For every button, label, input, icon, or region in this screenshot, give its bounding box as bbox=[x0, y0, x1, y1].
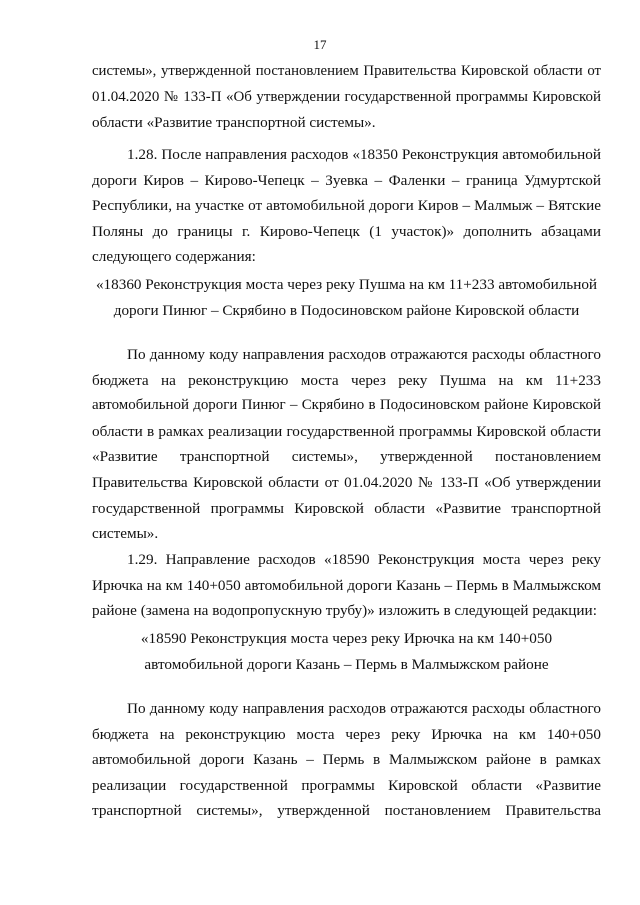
text-line: автомобильной дороги Казань – Пермь в Малмыжском районе bbox=[144, 655, 549, 673]
text-line: Поляны до границы г. Кирово-Чепецк (1 участок)» дополнить абзацами bbox=[92, 222, 601, 240]
text-line: области в рамках реализации государственной программы Кировской области bbox=[92, 422, 601, 440]
paragraph-description-18360 bbox=[92, 342, 601, 547]
text-line: бюджета на реконструкцию моста через реку Ирючка на км 140+050 bbox=[92, 725, 601, 743]
text-line: 1.29. Направление расходов «18590 Реконструкция моста через реку bbox=[127, 551, 601, 568]
text-line: государственной программы Кировской области «Развитие транспортной bbox=[92, 499, 601, 517]
paragraph-item-1-28 bbox=[92, 142, 601, 270]
paragraph-item-1-29 bbox=[92, 547, 601, 624]
text-line: бюджета на реконструкцию моста через реку Пушма на км 11+233 bbox=[92, 371, 601, 389]
text-line: 01.04.2020 № 133-П «Об утверждении государственной программы Кировской bbox=[92, 88, 601, 105]
text-line: автомобильной дороги Казань – Пермь в Малмыжском районе в рамках bbox=[92, 751, 601, 769]
text-line: системы». bbox=[92, 525, 159, 543]
text-line: 1.28. После направления расходов «18350 Реконструкция автомобильной bbox=[127, 146, 601, 163]
paragraph-continuation bbox=[92, 59, 601, 136]
text-line: Ирючка на км 140+050 автомобильной дороги Казань – Пермь в Малмыжском bbox=[92, 576, 601, 594]
text-line: области «Развитие транспортной системы». bbox=[92, 114, 376, 132]
text-line: «18590 Реконструкция моста через реку Ирючка на км 140+050 bbox=[140, 630, 553, 647]
text-line: транспортной системы», утвержденной постановлением Правительства bbox=[92, 802, 601, 820]
text-line: системы», утвержденной постановлением Правительства Кировской области от bbox=[92, 63, 601, 79]
text-line: дороги Киров – Кирово-Чепецк – Зуевка – Фаленки – граница Удмуртской bbox=[92, 171, 601, 189]
text-line: «18360 Реконструкция моста через реку Пушма на км 11+233 автомобильной bbox=[95, 276, 598, 293]
heading-code-18360 bbox=[92, 272, 601, 323]
text-line: реализации государственной программы Кировской области «Развитие bbox=[92, 776, 601, 794]
text-line: следующего содержания: bbox=[92, 248, 256, 266]
page-number: 17 bbox=[313, 37, 327, 52]
text-line: Правительства Кировской области от 01.04.2020 № 133-П «Об утверждении bbox=[92, 473, 601, 491]
text-line: «Развитие транспортной системы», утвержденной постановлением bbox=[92, 448, 601, 466]
heading-code-18590 bbox=[92, 626, 601, 677]
text-line: дороги Пинюг – Скрябино в Подосиновском районе Кировской области bbox=[113, 301, 580, 319]
text-line: По данному коду направления расходов отражаются расходы областного bbox=[127, 346, 601, 363]
paragraph-description-18590 bbox=[92, 696, 601, 824]
text-line: Республики, на участке от автомобильной дороги Киров – Малмыж – Вятские bbox=[92, 197, 601, 215]
text-line: автомобильной дороги Пинюг – Скрябино в Подосиновском районе Кировской bbox=[92, 397, 601, 414]
text-line: районе (замена на водопропускную трубу)» изложить в следующей редакции: bbox=[92, 602, 597, 620]
text-line: По данному коду направления расходов отражаются расходы областного bbox=[127, 700, 601, 717]
